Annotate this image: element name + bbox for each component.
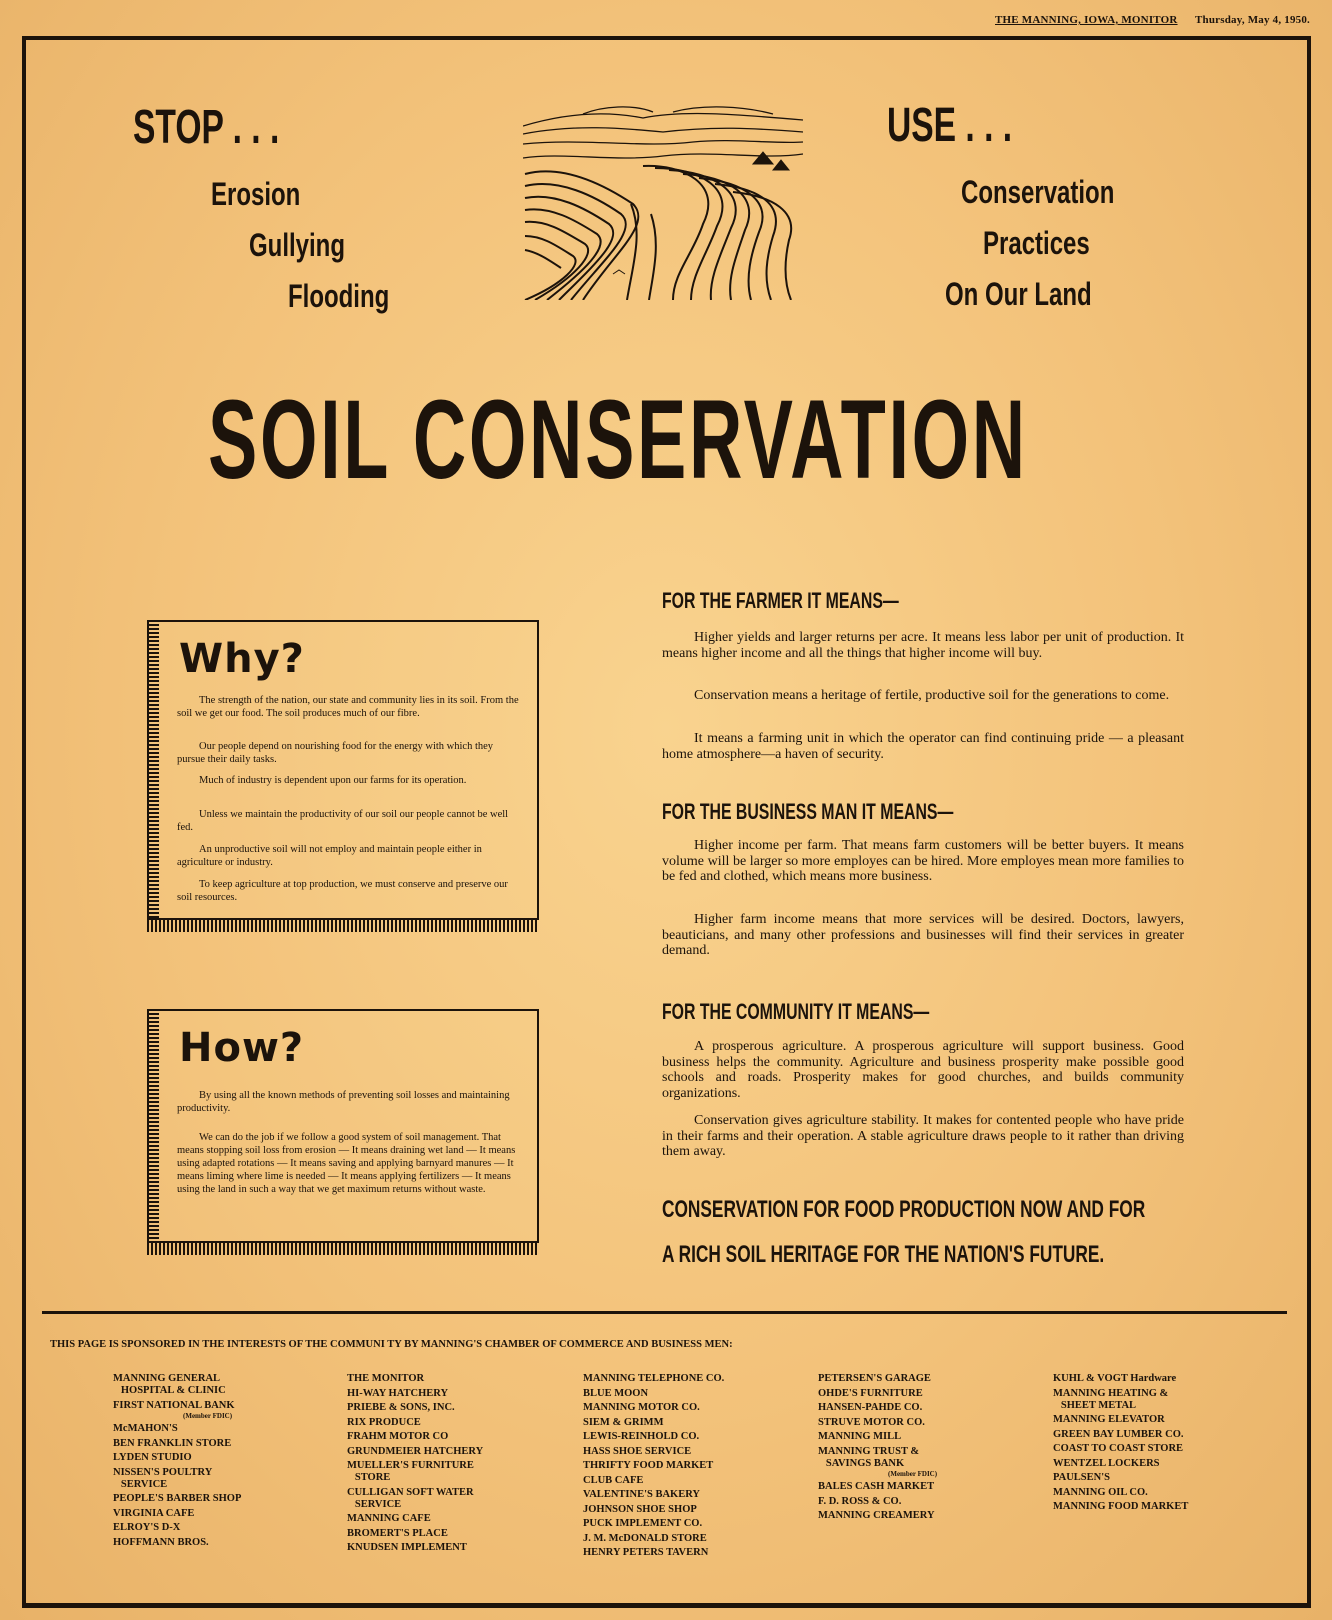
- sponsor-name: COAST TO COAST STORE: [1053, 1443, 1184, 1454]
- farmer-heading: FOR THE FARMER IT MEANS—: [662, 588, 899, 613]
- sponsor-name: VALENTINE'S BAKERY: [583, 1489, 701, 1500]
- why-paragraph: Much of industry is dependent upon our farms for its operation.: [199, 775, 467, 786]
- sponsor-name: ELROY'S D-X: [113, 1522, 181, 1533]
- how-title: How?: [179, 1025, 305, 1071]
- sponsor-name: HANSEN-PAHDE CO.: [818, 1402, 923, 1413]
- how-paragraph: We can do the job if we follow a good system of soil management. That means stopping soil loss from erosion — It means draining wet land — It means using adapted rotations — It means saving and applying barnyard manures — It means liming where lime is needed — It means applying fertilizers — It means using the land in such a way that we get maximum returns without waste.: [177, 1132, 516, 1195]
- member-fdic-note: (Member FDIC): [888, 1469, 938, 1478]
- practice-conservation: Conservation: [961, 174, 1115, 210]
- sponsor-name: MANNING TELEPHONE CO.: [583, 1373, 725, 1384]
- sponsor-name: KUHL & VOGT Hardware: [1053, 1373, 1177, 1384]
- sponsor-name: THE MONITOR: [347, 1373, 425, 1384]
- sponsor-name: VIRGINIA CAFE: [113, 1507, 195, 1519]
- sponsor-name: [113, 1400, 241, 1421]
- sponsor-name: BROMERT'S PLACE: [347, 1527, 448, 1539]
- contour-farm-illustration: [523, 104, 803, 300]
- how-box-stripe-bottom: [147, 1243, 539, 1255]
- business-paragraph: Higher income per farm. That means farm customers will be better buyers. It means volume will be larger so more employes can be hired. More employes mean more families to be fed and clothed, which means more business.: [662, 838, 1184, 884]
- sponsor-name: WENTZEL LOCKERS: [1053, 1457, 1160, 1469]
- sponsor-name: OHDE'S FURNITURE: [818, 1387, 923, 1399]
- sponsor-name: MANNING MILL: [818, 1431, 902, 1442]
- how-box: [147, 1009, 539, 1243]
- sponsor-name: PAULSEN'S: [1053, 1472, 1110, 1483]
- sponsor-name: MANNING MOTOR CO.: [583, 1402, 700, 1413]
- sponsor-column-4: [818, 1373, 937, 1525]
- sponsor-label: MANNING TRUST & SAVINGS BANK: [818, 1445, 920, 1469]
- sponsor-name: PUCK IMPLEMENT CO.: [583, 1518, 703, 1529]
- community-paragraph: A prosperous agriculture. A prosperous agriculture will support business. Good business helps the community. Agriculture and business prosperity make possible good schools and roads. Prosperity makes for good churches, and builds community organizations.: [662, 1039, 1184, 1101]
- sponsor-label: FIRST NATIONAL BANK: [113, 1399, 235, 1411]
- how-box-stripe: [147, 1009, 159, 1243]
- sponsor-column-5: [1053, 1373, 1188, 1516]
- business-heading: FOR THE BUSINESS MAN IT MEANS—: [662, 799, 954, 824]
- sponsor-name: LEWIS-REINHOLD CO.: [583, 1431, 700, 1442]
- sponsor-name: CULLIGAN SOFT WATER SERVICE: [347, 1486, 474, 1510]
- why-box: [147, 620, 539, 920]
- why-paragraph: Our people depend on nourishing food for the energy with which they pursue their daily tasks.: [177, 741, 494, 765]
- community-heading: FOR THE COMMUNITY IT MEANS—: [662, 999, 930, 1024]
- closing-line-2: A RICH SOIL HERITAGE FOR THE NATION'S FUTURE.: [662, 1241, 1105, 1268]
- sponsor-name: CLUB CAFE: [583, 1474, 644, 1486]
- sponsor-name: MANNING CREAMERY: [818, 1510, 935, 1521]
- sponsor-name: PETERSEN'S GARAGE: [818, 1373, 931, 1384]
- sponsor-name: HENRY PETERS TAVERN: [583, 1547, 709, 1558]
- issue-date: Thursday, May 4, 1950.: [1194, 14, 1310, 26]
- sponsor-name: [818, 1446, 937, 1479]
- sponsor-name: STRUVE MOTOR CO.: [818, 1416, 925, 1428]
- business-paragraph: Higher farm income means that more services will be desired. Doctors, lawyers, beauticians, and many other professions and businesses will find their services in greater demand.: [662, 912, 1184, 958]
- sponsor-name: RIX PRODUCE: [347, 1416, 421, 1428]
- why-paragraph: Unless we maintain the productivity of our soil our people cannot be well fed.: [177, 809, 509, 833]
- sponsor-name: MUELLER'S FURNITURE STORE: [347, 1460, 474, 1483]
- sponsor-name: SIEM & GRIMM: [583, 1416, 664, 1428]
- sponsor-intro: THIS PAGE IS SPONSORED IN THE INTERESTS OF THE COMMUNI TY BY MANNING'S CHAMBER OF COMMERCE AND BUSINESS MEN:: [50, 1339, 733, 1350]
- sponsor-name: LYDEN STUDIO: [113, 1452, 192, 1463]
- sponsor-name: HASS SHOE SERVICE: [583, 1445, 692, 1457]
- sponsor-name: HOFFMANN BROS.: [113, 1536, 209, 1548]
- sponsor-name: PRIEBE & SONS, INC.: [347, 1402, 455, 1413]
- why-box-stripe-bottom: [147, 920, 539, 932]
- masthead: [995, 14, 1310, 26]
- sponsor-name: MANNING FOOD MARKET: [1053, 1501, 1189, 1512]
- stop-heading: STOP . . .: [133, 101, 280, 154]
- sponsor-name: MANNING GENERAL HOSPITAL & CLINIC: [113, 1373, 226, 1396]
- sponsor-name: MANNING HEATING & SHEET METAL: [1053, 1387, 1169, 1411]
- why-paragraph: To keep agriculture at top production, we must conserve and preserve our soil resources.: [177, 879, 508, 903]
- sponsor-name: GREEN BAY LUMBER CO.: [1053, 1428, 1184, 1440]
- sponsor-column-1: [113, 1373, 241, 1551]
- why-paragraph: The strength of the nation, our state and community lies in its soil. From the soil we get our food. The soil produces much of our fibre.: [177, 695, 519, 719]
- sponsor-name: THRIFTY FOOD MARKET: [583, 1460, 714, 1471]
- how-paragraph: By using all the known methods of preventing soil losses and maintaining productivity.: [177, 1090, 510, 1114]
- sponsor-name: J. M. McDONALD STORE: [583, 1532, 707, 1544]
- sponsor-name: HI-WAY HATCHERY: [347, 1387, 449, 1399]
- farmer-paragraph: Conservation means a heritage of fertile, productive soil for the generations to come.: [694, 688, 1170, 703]
- why-box-stripe: [147, 620, 159, 920]
- sponsor-name: FRAHM MOTOR CO: [347, 1431, 449, 1442]
- sponsor-name: NISSEN'S POULTRY SERVICE: [113, 1466, 213, 1490]
- sponsor-column-2: [347, 1373, 483, 1557]
- problem-erosion: Erosion: [211, 176, 301, 212]
- sponsor-column-3: [583, 1373, 724, 1562]
- use-heading: USE . . .: [887, 99, 1013, 152]
- sponsor-name: MANNING CAFE: [347, 1513, 431, 1524]
- practice-practices: Practices: [983, 225, 1090, 261]
- closing-line-1: CONSERVATION FOR FOOD PRODUCTION NOW AND FOR: [662, 1196, 1146, 1223]
- farmer-paragraph: Higher yields and larger returns per acre. It means less labor per unit of production. It means higher income and all the things that higher income will buy.: [662, 630, 1184, 661]
- sponsor-name: GRUNDMEIER HATCHERY: [347, 1445, 484, 1457]
- sponsor-rule: [42, 1311, 1287, 1314]
- sponsor-name: BEN FRANKLIN STORE: [113, 1437, 232, 1449]
- sponsor-name: MANNING ELEVATOR: [1053, 1414, 1165, 1425]
- farmer-paragraph: It means a farming unit in which the operator can find continuing pride — a pleasant home atmosphere—a haven of security.: [662, 731, 1184, 762]
- sponsor-name: McMAHON'S: [113, 1423, 178, 1434]
- sponsor-name: BLUE MOON: [583, 1387, 649, 1399]
- why-paragraph: An unproductive soil will not employ and maintain people either in agriculture or industry.: [177, 844, 482, 868]
- sponsor-name: PEOPLE'S BARBER SHOP: [113, 1493, 242, 1504]
- problem-gullying: Gullying: [249, 227, 345, 263]
- main-headline: SOIL CONSERVATION: [208, 377, 1028, 502]
- member-fdic-note: (Member FDIC): [183, 1411, 233, 1420]
- sponsor-name: JOHNSON SHOE SHOP: [583, 1503, 697, 1515]
- community-paragraph: Conservation gives agriculture stability. It makes for contented people who have pride in their farms and their operation. A stable agriculture draws people to it rather than driving them away.: [662, 1113, 1184, 1159]
- problem-flooding: Flooding: [288, 278, 390, 314]
- sponsor-name: BALES CASH MARKET: [818, 1481, 935, 1492]
- paper-name: THE MANNING, IOWA, MONITOR: [995, 14, 1178, 26]
- why-title: Why?: [179, 636, 305, 682]
- sponsor-name: KNUDSEN IMPLEMENT: [347, 1542, 467, 1553]
- sponsor-name: MANNING OIL CO.: [1053, 1486, 1148, 1498]
- sponsor-name: F. D. ROSS & CO.: [818, 1495, 902, 1507]
- practice-on-our-land: On Our Land: [945, 276, 1092, 312]
